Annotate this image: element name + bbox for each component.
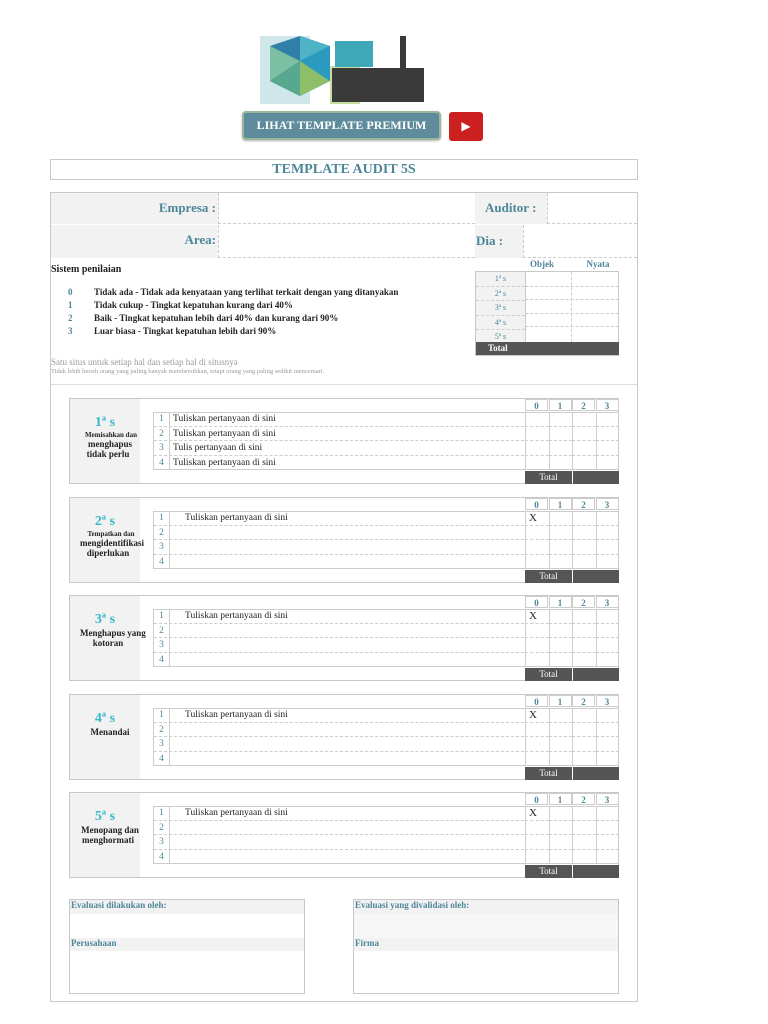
score-cell[interactable] (572, 540, 596, 555)
score-cell[interactable] (596, 806, 620, 821)
score-cell[interactable] (549, 835, 573, 850)
score-cell[interactable] (549, 412, 573, 427)
score-cell[interactable] (525, 427, 549, 442)
section-title: 2ª s (94, 514, 116, 529)
section-total-value (573, 767, 619, 780)
question-number: 4 (154, 555, 170, 569)
score-col-header: 2 (572, 695, 595, 707)
section-label (70, 399, 140, 483)
question-text: Tulis pertanyaan di sini (173, 443, 263, 453)
question-row[interactable] (154, 638, 524, 653)
score-col-header: 0 (525, 498, 548, 510)
score-cell[interactable] (596, 835, 620, 850)
score-cell[interactable] (572, 526, 596, 541)
score-cell[interactable] (572, 427, 596, 442)
score-cell[interactable] (525, 441, 549, 456)
score-cell[interactable] (549, 821, 573, 836)
question-number: 4 (154, 752, 170, 766)
section-title: 5ª s (94, 809, 116, 824)
score-cell[interactable] (549, 638, 573, 653)
section-total-value (573, 471, 619, 484)
score-mark: X (529, 709, 537, 721)
firm-label: Firma (354, 938, 618, 951)
score-col-header: 0 (525, 596, 548, 608)
page-title: TEMPLATE AUDIT 5S (50, 159, 638, 180)
empresa-field[interactable] (218, 193, 475, 224)
score-cell[interactable] (549, 806, 573, 821)
question-text: Tuliskan pertanyaan di sini (185, 808, 288, 818)
score-cell[interactable] (549, 555, 573, 570)
summary-table (475, 271, 619, 356)
question-number: 1 (154, 609, 170, 623)
summary-col-objek: Objek (529, 259, 554, 269)
question-number: 4 (154, 850, 170, 864)
score-cell[interactable] (572, 441, 596, 456)
score-cell[interactable] (572, 638, 596, 653)
score-cell[interactable] (549, 456, 573, 471)
score-cell[interactable] (572, 752, 596, 767)
score-col-header: 1 (549, 498, 572, 510)
section-sub2: menghapus (87, 439, 132, 449)
question-row[interactable] (154, 806, 524, 821)
section-total-label: Total (525, 570, 572, 583)
summary-row-label: 1ª s (476, 272, 525, 287)
question-row[interactable] (154, 555, 524, 570)
score-cell[interactable] (549, 624, 573, 639)
score-col-header: 0 (525, 793, 548, 805)
question-text: Tuliskan pertanyaan di sini (185, 513, 288, 523)
question-row[interactable] (154, 427, 524, 442)
question-number: 1 (154, 806, 170, 820)
question-row[interactable] (154, 441, 524, 456)
question-row[interactable] (154, 624, 524, 639)
section-total-value (573, 865, 619, 878)
score-cell[interactable] (596, 653, 620, 668)
score-cell[interactable] (596, 638, 620, 653)
question-row[interactable] (154, 609, 524, 624)
score-col-header: 0 (525, 399, 548, 411)
section-5s (69, 792, 619, 878)
question-number: 2 (154, 526, 170, 540)
score-col-header: 1 (549, 399, 572, 411)
question-row[interactable] (154, 653, 524, 668)
score-cell[interactable] (525, 526, 549, 541)
score-cell[interactable] (525, 456, 549, 471)
auditor-field[interactable] (547, 193, 637, 224)
question-row[interactable] (154, 737, 524, 752)
score-cell[interactable] (549, 427, 573, 442)
score-cell[interactable] (572, 412, 596, 427)
auditor-label: Auditor : (475, 193, 547, 224)
score-col-header: 3 (596, 399, 619, 411)
question-number: 2 (154, 427, 170, 441)
question-number: 2 (154, 821, 170, 835)
score-cell[interactable] (572, 609, 596, 624)
section-sub3: kotoran (92, 638, 124, 648)
score-cell[interactable] (572, 624, 596, 639)
section-sub3: diperlukan (86, 548, 130, 558)
score-cell[interactable] (549, 723, 573, 738)
score-cell[interactable] (525, 555, 549, 570)
question-row[interactable] (154, 835, 524, 850)
question-row[interactable] (154, 708, 524, 723)
question-row[interactable] (154, 821, 524, 836)
score-cell[interactable] (596, 526, 620, 541)
summary-row-label: 5ª s (476, 330, 525, 345)
score-col-header: 2 (572, 596, 595, 608)
score-col-header: 1 (549, 596, 572, 608)
score-cell[interactable] (572, 806, 596, 821)
question-text: Tuliskan pertanyaan di sini (173, 414, 276, 424)
section-4s (69, 694, 619, 780)
score-cell[interactable] (549, 653, 573, 668)
question-number: 3 (154, 737, 170, 751)
section-total-label: Total (525, 471, 572, 484)
evaluation-box (69, 899, 305, 994)
section-sub1: Memisahkan dan (85, 431, 137, 439)
rating-levels (68, 286, 468, 338)
question-number: 4 (154, 456, 170, 470)
score-cell[interactable] (596, 624, 620, 639)
question-number: 1 (154, 511, 170, 525)
summary-row-label: 3ª s (476, 301, 525, 316)
score-mark: X (529, 807, 537, 819)
score-cell[interactable] (549, 752, 573, 767)
company-field[interactable] (70, 951, 304, 993)
rating-level: 2 Baik - Tingkat kepatuhan lebih dari 40% dan kurang dari 90% (68, 313, 339, 323)
question-row[interactable] (154, 723, 524, 738)
score-cell[interactable] (549, 526, 573, 541)
section-label (70, 596, 146, 680)
question-number: 3 (154, 638, 170, 652)
rating-level: 1 Tidak cukup - Tingkat kepatuhan kurang dari 40% (68, 300, 293, 310)
section-sub2: Menopang dan (81, 825, 139, 835)
evaluator-field[interactable] (70, 914, 304, 938)
score-cell[interactable] (572, 456, 596, 471)
score-cell[interactable] (572, 821, 596, 836)
score-cell[interactable] (525, 412, 549, 427)
section-sub1: Tempatkan dan (87, 530, 135, 538)
rating-note: Satu situs untuk setiap hal dan setiap hal di situsnya (51, 357, 238, 367)
score-cell[interactable] (596, 609, 620, 624)
score-cell[interactable] (596, 850, 620, 865)
score-cell[interactable] (572, 835, 596, 850)
question-row[interactable] (154, 456, 524, 471)
question-text: Tuliskan pertanyaan di sini (185, 710, 288, 720)
score-cell[interactable] (572, 511, 596, 526)
score-cell[interactable] (525, 540, 549, 555)
score-cell[interactable] (596, 456, 620, 471)
validation-box (353, 899, 619, 994)
question-row[interactable] (154, 412, 524, 427)
score-cell[interactable] (596, 708, 620, 723)
empresa-label: Empresa : (51, 193, 218, 224)
section-sub3: menghormati (82, 835, 134, 845)
section-total-label: Total (525, 668, 572, 681)
section-title: 3ª s (94, 612, 116, 627)
question-number: 2 (154, 624, 170, 638)
brand-logo (260, 36, 428, 104)
score-cell[interactable] (549, 540, 573, 555)
play-icon: ▶ (461, 119, 471, 133)
area-label: Area: (51, 225, 218, 258)
score-col-header: 1 (549, 793, 572, 805)
score-cell[interactable] (572, 653, 596, 668)
score-cell[interactable] (525, 821, 549, 836)
score-cell[interactable] (596, 441, 620, 456)
score-col-header: 3 (596, 498, 619, 510)
score-cell[interactable] (596, 427, 620, 442)
validator-field[interactable] (354, 914, 618, 938)
score-cell[interactable] (549, 850, 573, 865)
score-cell[interactable] (572, 708, 596, 723)
score-cell[interactable] (549, 441, 573, 456)
area-field[interactable] (218, 225, 475, 258)
score-col-header: 3 (596, 596, 619, 608)
premium-template-button[interactable]: LIHAT TEMPLATE PREMIUM (242, 111, 441, 140)
question-row[interactable] (154, 850, 524, 865)
score-cell[interactable] (596, 555, 620, 570)
score-cell[interactable] (596, 540, 620, 555)
section-sub2: Menghapus yang (80, 628, 146, 638)
section-label (70, 695, 140, 779)
question-row[interactable] (154, 511, 524, 526)
question-text: Tuliskan pertanyaan di sini (185, 611, 288, 621)
score-cell[interactable] (549, 511, 573, 526)
score-cell[interactable] (596, 412, 620, 427)
question-row[interactable] (154, 752, 524, 767)
score-col-header: 2 (572, 793, 595, 805)
question-number: 4 (154, 653, 170, 667)
score-col-header: 3 (596, 695, 619, 707)
score-cell[interactable] (525, 850, 549, 865)
score-cell[interactable] (572, 850, 596, 865)
rating-level: 0 Tidak ada - Tidak ada kenyataan yang terlihat terkait dengan yang ditanyakan (68, 287, 399, 297)
score-col-header: 0 (525, 695, 548, 707)
score-cell[interactable] (525, 638, 549, 653)
section-label (70, 498, 145, 582)
question-row[interactable] (154, 540, 524, 555)
section-total-value (573, 668, 619, 681)
score-cell[interactable] (525, 752, 549, 767)
rating-level: 3 Luar biasa - Tingkat kepatuhan lebih dari 90% (68, 326, 277, 336)
validator-heading: Evaluasi yang divalidasi oleh: (354, 900, 618, 914)
score-col-header: 2 (572, 498, 595, 510)
rating-subnote: Tidak lebih bersih orang yang paling banyak membersihkan, tetapi orang yang paling sedikit mencemari. (51, 368, 325, 375)
score-cell[interactable] (572, 737, 596, 752)
score-cell[interactable] (596, 511, 620, 526)
score-col-header: 3 (596, 793, 619, 805)
section-sub3: tidak perlu (86, 449, 130, 459)
score-cell[interactable] (596, 723, 620, 738)
score-cell[interactable] (596, 821, 620, 836)
score-col-header: 1 (549, 695, 572, 707)
question-number: 3 (154, 441, 170, 455)
section-2s (69, 497, 619, 583)
evaluator-heading: Evaluasi dilakukan oleh: (70, 900, 304, 914)
summary-row-label: 4ª s (476, 316, 525, 331)
dia-field[interactable] (523, 225, 637, 258)
score-mark: X (529, 512, 537, 524)
section-total-label: Total (525, 865, 572, 878)
score-cell[interactable] (525, 653, 549, 668)
score-cell[interactable] (525, 835, 549, 850)
summary-col-nyata: Nyata (586, 259, 610, 269)
section-title: 4ª s (94, 711, 116, 726)
question-text: Tuliskan pertanyaan di sini (173, 428, 276, 439)
question-number: 1 (154, 708, 170, 722)
section-3s (69, 595, 619, 681)
score-col-header: 2 (572, 399, 595, 411)
section-total-value (573, 570, 619, 583)
score-cell[interactable] (525, 723, 549, 738)
dia-label: Dia : (475, 225, 523, 258)
youtube-play-button[interactable] (449, 112, 483, 141)
firm-field[interactable] (354, 951, 618, 993)
section-title: 1ª s (94, 415, 116, 430)
section-sub2: mengidentifikasi (80, 538, 145, 548)
score-cell[interactable] (596, 752, 620, 767)
question-text: Tuliskan pertanyaan di sini (173, 457, 276, 468)
score-cell[interactable] (596, 737, 620, 752)
question-number: 1 (154, 412, 170, 426)
score-cell[interactable] (572, 723, 596, 738)
section-1s (69, 398, 619, 484)
summary-total: Total (476, 342, 619, 355)
score-cell[interactable] (525, 737, 549, 752)
section-total-label: Total (525, 767, 572, 780)
section-sub2: Menandai (90, 727, 130, 737)
question-number: 2 (154, 723, 170, 737)
question-number: 3 (154, 835, 170, 849)
score-cell[interactable] (525, 624, 549, 639)
score-cell[interactable] (549, 737, 573, 752)
section-label (70, 793, 140, 877)
summary-row-label: 2ª s (476, 287, 525, 302)
score-mark: X (529, 610, 537, 622)
score-cell[interactable] (549, 609, 573, 624)
question-row[interactable] (154, 526, 524, 541)
company-label: Perusahaan (70, 938, 304, 951)
question-number: 3 (154, 540, 170, 554)
score-cell[interactable] (549, 708, 573, 723)
score-cell[interactable] (572, 555, 596, 570)
rating-heading: Sistem penilaian (51, 264, 122, 275)
